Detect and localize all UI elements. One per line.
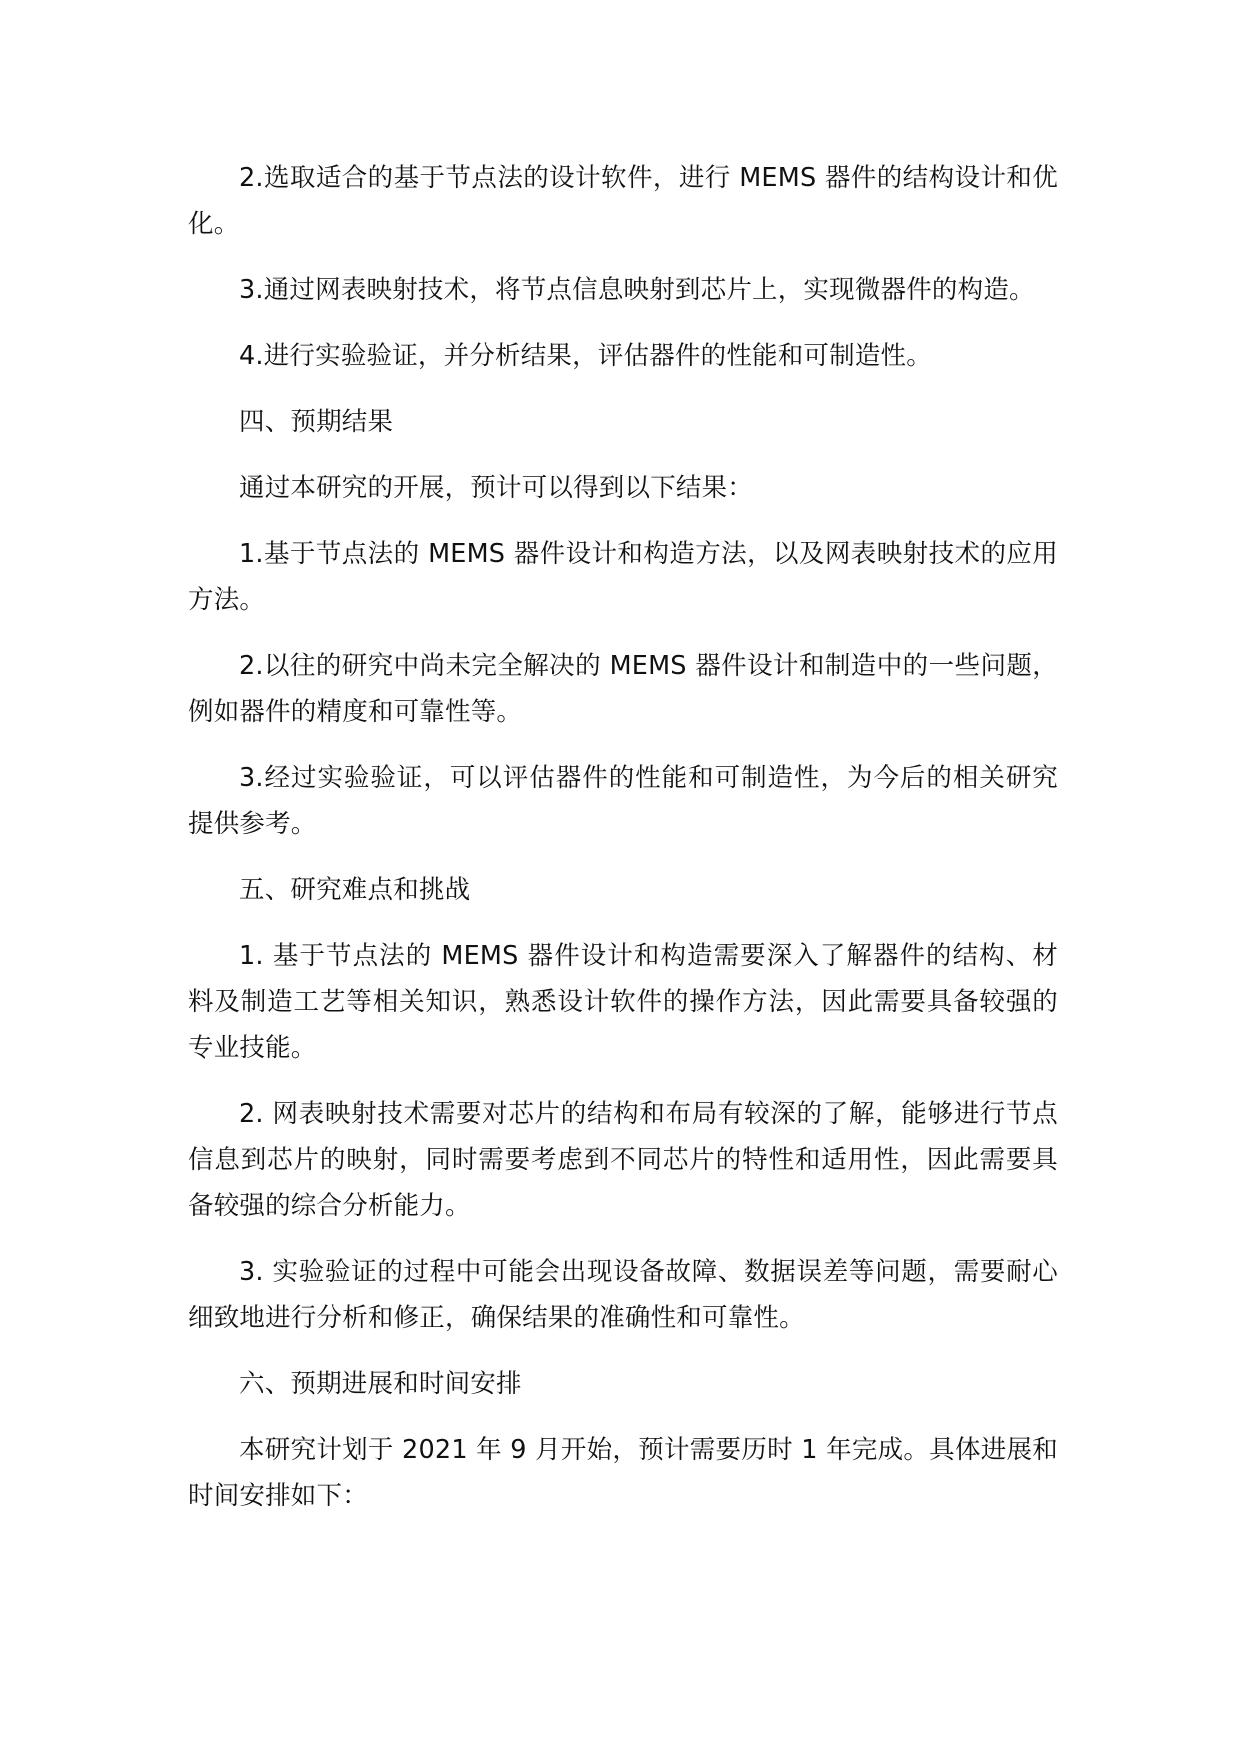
challenge-1-paragraph: 1. 基于节点法的 MEMS 器件设计和构造需要深入了解器件的结构、材料及制造工艺等相关知识，熟悉设计软件的操作方法，因此需要具备较强的专业技能。	[188, 941, 1058, 1063]
step-2-paragraph: 2.选取适合的基于节点法的设计软件，进行 MEMS 器件的结构设计和优化。	[188, 163, 1058, 239]
challenge-3-paragraph: 3. 实验验证的过程中可能会出现设备故障、数据误差等问题，需要耐心细致地进行分析和修正，确保结果的准确性和可靠性。	[188, 1257, 1058, 1333]
section-5-heading: 五、研究难点和挑战	[239, 875, 471, 905]
result-3-paragraph: 3.经过实验验证，可以评估器件的性能和可制造性，为今后的相关研究提供参考。	[188, 763, 1058, 839]
expected-results-intro: 通过本研究的开展，预计可以得到以下结果：	[239, 473, 754, 503]
step-4-paragraph: 4.进行实验验证，并分析结果，评估器件的性能和可制造性。	[239, 341, 932, 371]
step-3-paragraph: 3.通过网表映射技术，将节点信息映射到芯片上，实现微器件的构造。	[239, 275, 1035, 305]
result-1-paragraph: 1.基于节点法的 MEMS 器件设计和构造方法，以及网表映射技术的应用方法。	[188, 539, 1058, 615]
schedule-intro-paragraph: 本研究计划于 2021 年 9 月开始，预计需要历时 1 年完成。具体进展和时间安排如下：	[188, 1435, 1058, 1511]
section-6-heading: 六、预期进展和时间安排	[239, 1369, 522, 1399]
section-4-heading: 四、预期结果	[239, 407, 394, 437]
result-2-paragraph: 2.以往的研究中尚未完全解决的 MEMS 器件设计和制造中的一些问题，例如器件的精度和可靠性等。	[188, 651, 1058, 727]
document-body	[188, 155, 1058, 1539]
challenge-2-paragraph: 2. 网表映射技术需要对芯片的结构和布局有较深的了解，能够进行节点信息到芯片的映射，同时需要考虑到不同芯片的特性和适用性，因此需要具备较强的综合分析能力。	[188, 1099, 1058, 1221]
